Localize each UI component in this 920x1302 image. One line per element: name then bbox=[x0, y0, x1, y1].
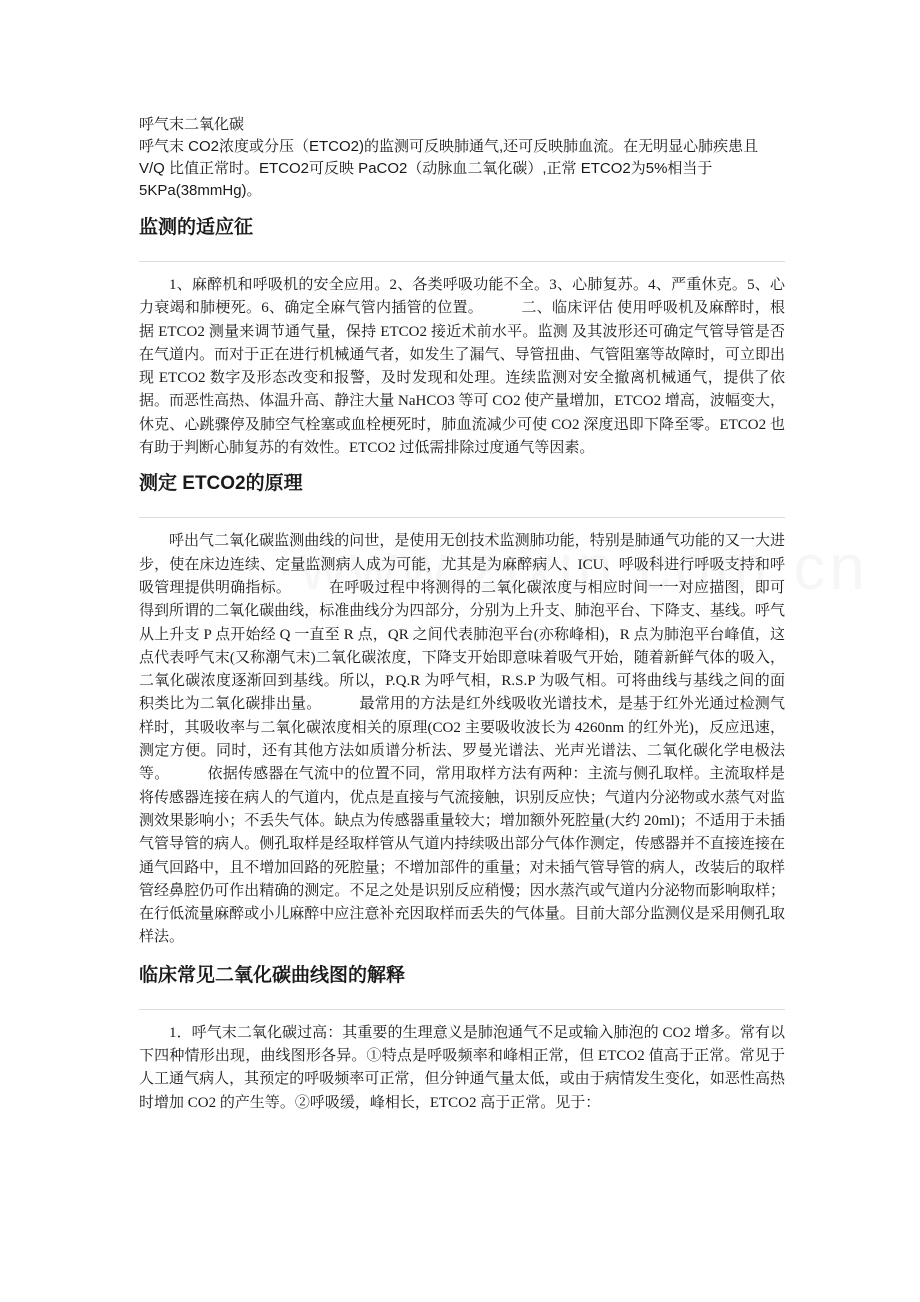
section-heading-indications: 监测的适应征 bbox=[139, 217, 254, 238]
section-divider bbox=[139, 1009, 785, 1010]
section-body-principle: 呼出气二氧化碳监测曲线的问世，是使用无创技术监测肺功能，特别是肺通气功能的又一大进步，使在床边连续、定量监测病人成为可能，尤其是为麻醉病人、ICU、呼吸科进行呼吸支持和呼吸管理提供明确指标。 在呼吸过程中将测得的二氧化碳浓度与相应时间一一对应描图，即可得到所谓的二氧化碳曲线，标准曲线分为四部分，分别为上升支、肺泡平台、下降支、基线。呼气从上升支 P 点开始经 Q 一直至 R 点，QR 之间代表肺泡平台(亦称峰相)，R 点为肺泡平台峰值，这点代表呼气末(又称潮气末)二氧化碳浓度，下降支开始即意味着吸气开始，随着新鲜气体的吸入，二氧化碳浓度逐渐回到基线。所以，P.Q.R 为呼气相，R.S.P 为吸气相。可将曲线与基线之间的面积类比为二氧化碳排出量。 最常用的方法是红外线吸收光谱技术，是基于红外光通过检测气样时，其吸收率与二氧化碳浓度相关的原理(CO2 主要吸收波长为 4260nm 的红外光)，反应迅速，测定方便。同时，还有其他方法如质谱分析法、罗曼光谱法、光声光谱法、二氧化碳化学电极法等。 依据传感器在气流中的位置不同，常用取样方法有两种：主流与侧孔取样。主流取样是将传感器连接在病人的气道内，优点是直接与气流接触，识别反应快；气道内分泌物或水蒸气对监测效果影响小；不丢失气体。缺点为传感器重量较大；增加额外死腔量(大约 20ml)；不适用于未插气管导管的病人。侧孔取样是经取样管从气道内持续吸出部分气体作测定，传感器并不直接连接在通气回路中，且不增加回路的死腔量；不增加部件的重量；对未插气管导管的病人，改装后的取样管经鼻腔仍可作出精确的测定。不足之处是识别反应稍慢；因水蒸汽或气道内分泌物而影响取样；在行低流量麻醉或小儿麻醉中应注意补充因取样而丢失的气体量。目前大部分监测仪是采用侧孔取样法。 bbox=[139, 533, 785, 946]
intro-title: 呼气末二氧化碳 bbox=[139, 116, 245, 133]
section-heading-principle: 测定 ETCO2的原理 bbox=[139, 473, 303, 495]
section-body-indications: 1、麻醉机和呼吸机的安全应用。2、各类呼吸功能不全。3、心肺复苏。4、严重休克。5、心力衰竭和肺梗死。6、确定全麻气管内插管的位置。 二、临床评估 使用呼吸机及麻醉时，根据 ETCO2 测量来调节通气量，保持 ETCO2 接近术前水平。监测 及其波形还可确定气管导管是否在气道内。而对于正在进行机械通气者，如发生了漏气、导管扭曲、气管阻塞等故障时，可立即出现 ETCO2 数字及形态改变和报警，及时发现和处理。连续监测对安全撤离机械通气，提供了依据。而恶性高热、体温升高、静注大量 NaHCO3 等可 CO2 使产量增加，ETCO2 增高，波幅变大，休克、心跳骤停及肺空气栓塞或血栓梗死时，肺血流减少可使 CO2 深度迅即下降至零。ETCO2 也有助于判断心肺复苏的有效性。ETCO2 过低需排除过度通气等因素。 bbox=[139, 277, 785, 457]
document-page bbox=[139, 112, 785, 1115]
section-body-curve-interpretation: 1．呼气末二氧化碳过高：其重要的生理意义是肺泡通气不足或输入肺泡的 CO2 增多。常有以下四种情形出现，曲线图形各异。①特点是呼吸频率和峰相正常，但 ETCO2 值高于正常。常见于人工通气病人，其预定的呼吸频率可正常，但分钟通气量太低，或由于病情发生变化，如恶性高热时增加 CO2 的产生等。②呼吸缓，峰相长，ETCO2 高于正常。见于： bbox=[139, 1024, 785, 1111]
section-heading-curve-interpretation: 临床常见二氧化碳曲线图的解释 bbox=[139, 964, 406, 986]
section-divider bbox=[139, 517, 785, 518]
intro-paragraph: 呼气末 CO2浓度或分压（ETCO2)的监测可反映肺通气,还可反映肺血流。在无明显心肺疾患且 V/Q 比值正常时。ETCO2可反映 PaCO2（动脉血二氧化碳）,正常 ETCO2为5%相当于5KPa(38mmHg)。 bbox=[139, 138, 759, 199]
section-divider bbox=[139, 261, 785, 262]
